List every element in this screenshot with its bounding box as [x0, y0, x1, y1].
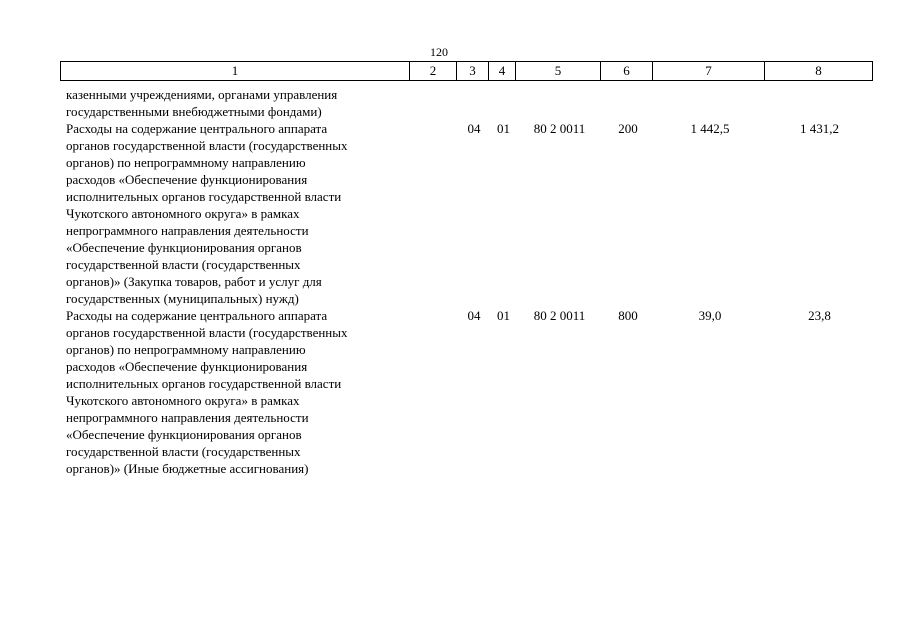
row-subsection-code: 01 [497, 308, 510, 323]
column-header-6: 6 [601, 62, 653, 80]
column-header-4: 4 [489, 62, 516, 80]
continuation-text: казенными учреждениями, органами управления государственными внебюджетными фондами) [66, 87, 338, 119]
table-row [66, 307, 873, 477]
row-section-code: 04 [467, 308, 481, 323]
row-amount-actual: 23,8 [808, 308, 831, 323]
row-section-code: 04 [467, 121, 481, 136]
row-amount-planned: 39,0 [698, 308, 722, 323]
row-subsection-code: 01 [497, 121, 510, 136]
column-header-5: 5 [516, 62, 601, 80]
row-expense-type: 200 [618, 121, 638, 136]
page-number: 120 [430, 45, 448, 59]
column-header-8: 8 [815, 63, 822, 78]
column-header-3: 3 [457, 62, 489, 80]
column-header-7: 7 [653, 62, 765, 80]
column-header-2: 2 [410, 62, 457, 80]
row-description: Расходы на содержание центрального аппарата органов государственной власти (государственных органов) по непрограммному направлению расходов «Обеспечение функционирования исполнительных органов государственной власти Чукотского автономного округа» в рамках непрограммного направления деятельности «Обеспечение функционирования органов государственной власти (государственных органов)» (Закупка товаров, работ и услуг для государственных (муниципальных) нужд) [66, 121, 348, 306]
row-target-article: 80 2 0011 [533, 121, 586, 136]
table-header-row [60, 61, 873, 81]
table-row [66, 120, 873, 307]
table-body [66, 86, 873, 477]
row-amount-planned: 1 442,5 [690, 121, 730, 136]
row-expense-type: 800 [618, 308, 638, 323]
row-target-article: 80 2 0011 [533, 308, 586, 323]
row-amount-actual: 1 431,2 [800, 121, 839, 136]
column-header-1: 1 [61, 62, 410, 80]
row-description: Расходы на содержание центрального аппарата органов государственной власти (государственных органов) по непрограммному направлению расходов «Обеспечение функционирования исполнительных органов государственной власти Чукотского автономного округа» в рамках непрограммного направления деятельности «Обеспечение функционирования органов государственной власти (государственных органов)» (Иные бюджетные ассигнования) [66, 308, 348, 476]
